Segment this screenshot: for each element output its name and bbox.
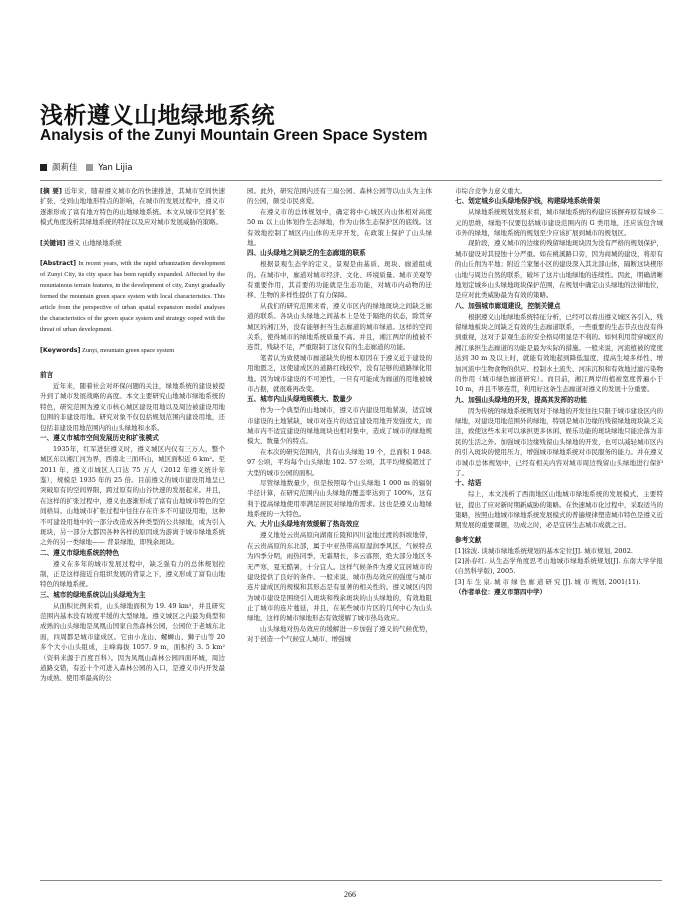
paragraph: 根据景观生态学的定义，景观是由基质、斑块、廊道组成的。在城市中，廊道对城市经济、文化、环境质量、城市美观等有重要作用，其首要的功能就是生态功能，对城市内动物的迁移、生物的多样性提供了有力保障。 [247,260,432,300]
paragraph: 现阶段，遵义城市的边缘的残留绿地斑块因为没有严格的规划保护，城市建设对其侵蚀十分严重。如在桃溪路口旁，因为商城的建设，将原有的山丘削为平地；附近兰家堡小区的建设深入其北部山体，隔断这块楔形山地与周边自然的联系，破坏了这片山地绿地的连续性。因此，明确清晰地划定城乡山头绿地斑块保护范围，在规划中确定山头绿地的法律地位，是应对此类威胁最为有效的策略。 [455,239,663,300]
author-en: Yan Lijia [98,163,133,173]
author-unit: （作者单位：遵义市第四中学） [455,588,546,597]
references-heading: 参考文献 [455,535,482,544]
square-bullet-icon [40,164,47,171]
paragraph: 遵义地处云贵高原向湖南丘陵和四川盆地过渡的斜坡地带，在云贵高原的东北部，属于中亚热带高原湿润季风区，气候特点为四季分明，雨热同季，无霜期长，多云寡照，绝大部分地区冬无严寒，夏无酷暑，十分宜人。这样气候条件为遵义宜居城市的建设提供了良好的条件。一般来说，城市热岛效应的强度与城市连片建成区的规模和其形态是有显著的相关性的。遵义城区内因为城市建设是围绕引入斑块和残余斑块的山头绿地的，有效地阻止了城市的连片蔓延，并且，在某些城市片区的几何中心为山头绿地，这样的城市绿地形态有效缓解了城市热岛效应。 [247,531,432,623]
section-heading: 五、城市内山头绿地规模大、数量少 [247,395,353,404]
section-heading: 九、加强山头绿地的开发，提高其发挥的功能 [455,395,587,404]
paragraph: 在本次的研究范围内，共有山头绿地 19 个，总面积 1 948. 97 公顷，平均每个山头绿地 102. 57 公顷，其平均规模超过了大型的城市公园的面积。 [247,447,432,477]
section-heading: 前言 [40,371,54,380]
keywords-en: [Keywords] Zunyi, mountain green space system [40,347,175,355]
paragraph: 山头绿地对热岛效应的缓解进一步加强了遵义的气候优势，对于创造一个气候宜人城市、增强城 [247,624,432,644]
section-heading: 四、山头绿地之间缺乏的生态廊道的联系 [247,249,366,258]
paragraph: 从面积比例来看，山头绿地面积为 19. 49 km²，并且研究范围内基本没有坡度平缓的大型绿地。遵义城区之内最为典型和成熟的山头绿地是凤凰山国家自然森林公园，公园位于老城东北面，四周都是城市建成区。它由小龙山、螺蛳山、狮子山等 20 多个大小山头组成，主峰海拔 1057. 9 m，面积约 3. 5 km²（资料来源于百度百科）。因为凤凰山森林公园四面环城，周边道路交错，有近十个可进入森林公园的入口，是遵义市内开发最为成熟、使用率最高的公 [40,601,225,683]
section-heading: 六、大片山头绿地有效缓解了热岛效应 [247,520,360,529]
section-heading: 十、结语 [455,479,482,488]
paragraph: 综上，本文浅析了西南地区山地城市绿地系统的发展模式、主要特征，提出了应对新时期新威胁的策略。在快速城市化过程中，采取适当的策略，按照山地城市绿地系统发展模式的普遍规律塑造城市特色是遵义近期发展的重要课题，功成之时，必是宜居生态城市成就之日。 [455,490,663,530]
paragraph: 从我们的研究范围来看，遵义市区内的绿地斑块之间缺乏廊道的联系。各块山头绿地之间基本上是处于隔绝的状态，除贯穿城区的湘江外，没有能够担当生态廊道的城市绿道。这样的空间关系，使得城市的绿地系统质量不高。并且，湘江两岸的植被不连贯，残缺不足，严重限制了这仅有的生态廊道的功能。 [247,301,432,352]
paragraph: 在遵义市的总体规划中，确定将中心城区内山体相对高度 50 m 以上山体划作生态绿地，作为山体生态保护区的底线。这有效地控制了城区内山体的无序开发，在政策上保护了山头绿地。 [247,207,432,247]
column-2 [247,186,432,645]
section-heading: 七、划定城乡山头绿地保护线，构建绿地系统骨架 [455,197,601,206]
abstract-cn: [摘 要] 近年来，随着遵义城市化的快速推进，其城市空间快速扩张，受到山地地形特点的影响，在城市的发展过程中，遵义市逐渐形成了富有地方特色的山地绿地系统。本文从城市空间扩张模式角度浅析其绿地系统的特征以及应对城市发展威胁的策略。 [40,187,225,227]
paragraph: 近年来，随着社会对环保问题的关注，绿地系统的建设被提升到了城市发展战略的高度。本文主要研究山地城市绿地系统的特色，研究范围为遵义市核心城区建设用地以及周边被建设用地包围的非建设用地。研究对象不仅包括规划范围内建设用地，还包括非建设用地范围内的山头绿地和水系。 [40,381,225,432]
title-cn: 浅析遵义山地绿地系统 [40,103,275,129]
paragraph: 1935年，红军进驻遵义时，遵义城区内仅有三万人，整个城区东以湘江河为界，西南北三面环山，城区面积近 6 km²。至 2011 年，遵义市城区人口达 75 万人（2012 年遵义统计年鉴），规模是 1935 年的 25 倍。目前遵义的城市建设用地呈已突破原有的空间界限，跨过原有的山谷快速的发展起来。并且，在这样的扩张过程中，遵义也逐渐形成了富有山地城市特色的空间格局。山地城市扩张过程中往往存在许多不可建设用地，这种不可建设用地中的一部分改造成各种类型的公共绿地，成为引入斑块，另一部分大都因各种各样的原因成为游离于城市绿地系统之外的另一类绿地—— 背景绿地，即残余斑块。 [40,444,225,547]
section-heading: 一、遵义市城市空间发展历史和扩张模式 [40,433,159,442]
paragraph: 遵义在多年的城市发展过程中，缺乏强有力的总体规划控制，正是这样接近自组织发展的背景之下，遵义形成了富有山地特色的绿地系统。 [40,559,225,589]
paragraph: 从绿地系统规划发展来看，城市绿地系统的构建应该摒弃原有城乡二元的思维，绿地不仅要包括城市建设范围内的 G 类用地，还应该包含城市外的绿地，绿地系统的规划至少应该扩展到城市的规划区。 [455,208,663,238]
column-3 [455,186,663,598]
reference-item: [3] 车 生 泉. 城 市 绿 色 廊 道 研 究 [J]. 城 市 规划, 2001(11). [455,577,641,586]
paragraph: 笔者认为致使城市廊道缺失的根本原因在于遵义近于建设的用地匮乏，这使建成区的道路红线较窄，没有足够的道路绿化用地。因为城市建设的不可逆性，一旦有可能成为廊道的用地被城市占据，就很难再改变。 [247,353,432,393]
paragraph: 尽管绿地数量少，但是按照每个山头绿地 1 000 m 的辐射半径计算，在研究范围内山头绿地的覆盖率达到了 100%，这有利于提高绿地使用率满足居民对绿地的需求。这也是遵义山地绿地系统的一大特色。 [247,478,432,519]
column-1 [40,186,225,684]
paragraph: 因为传统的绿地系统规划对于绿地的开发往往只限于城市建设区内的绿地，对建设用地范围外的绿地，特别是城市边缘的残留绿地斑块缺乏关注，致使这些本来可以承担更多休闲、娱乐功能的斑块绿地只能沦落为非民的生活之外。加强城市边缘残留山头绿地的开发，也可以减轻城市区内的引入斑块的使用压力，增强城市绿地系统对市民服务的能力。并在遵义市城市总体规划中，已经有相关内容对城市周边残留山头绿地进行保护了。 [455,406,663,477]
paragraph: 园。此外，研究范围内还有三扇公园、森林公园等以山头为主体的公园，颇受市民喜爱。 [247,187,432,206]
author-cn: 颜莉佳 [52,163,78,173]
section-heading: 三、城市的绿地系统以山头绿地为主 [40,590,146,599]
abstract-en: [Abstract] In recent years, with the rapid urbanization development of Zunyi City, its city space has been rapidly expanded. Affected by the mountainous terrain features, in the development of city, Zunyi gradually formed the mountain green space system with local characteristics. This article from the perspective of urban spatial expansion model analyses the characteristics of the green space system and strategy coped with the threat of urban development. [40,259,226,334]
footer-divider [40,880,662,881]
reference-item: [2]孙春红. 从生态学角度思考山地城市绿地系统规划[J]. 东南大学学报(自然科学版), 2005. [455,557,663,576]
reference-item: [1]徐波. 谈城市绿地系统规划的基本定位[J]. 城市规划, 2002. [455,546,633,555]
paragraph: 作为一个典型的山地城市，遵义市内建设用地紧凑，适宜城市建设的土地紧缺，城市对连片的适宜建设用地开发强度大，而城市内不适宜建设的绿地斑块也相对集中，造成了城市的绿地规模大、数量少的特点。 [247,406,432,446]
paragraph: 市综合竞争力意义重大。 [455,187,527,195]
header-divider [40,180,662,181]
section-heading: 二、遵义市绿地系统的特色 [40,548,120,557]
square-bullet-icon [86,164,93,171]
page-number: 266 [344,890,356,899]
authors [40,161,133,173]
keywords-cn: [关键词] 遵义 山地绿地系统 [40,238,122,247]
title-en: Analysis of the Zunyi Mountain Green Space System [40,127,428,144]
paragraph: 根据遵义山地绿地系统特征分析，已经可以看出遵义城区各引入、残留绿地板块之间缺乏有效的生态廊道联系，一些重要的生态节点也没有得到重视，这对于景观生态的安全格局明显是不利的。如何利用贯穿城区的湘江承担生态廊道的功能是最为实际的措施。一般来说，河流植被的宽度达到 30 m 及以上时，就能有效地起到降低温度、提高生境多样性、增加河流中生物食物的供应、控制水土流失、河床沉积和有效地过滤污染物的作用（城市绿色廊道研究）。而目前，湘江两岸的植被宽度普遍小于 10 m，并且不够连贯，利用好这条生态廊道对遵义的发展十分重要。 [455,312,663,394]
section-heading: 八、加强城市廊道建设，控制关键点 [455,301,561,310]
